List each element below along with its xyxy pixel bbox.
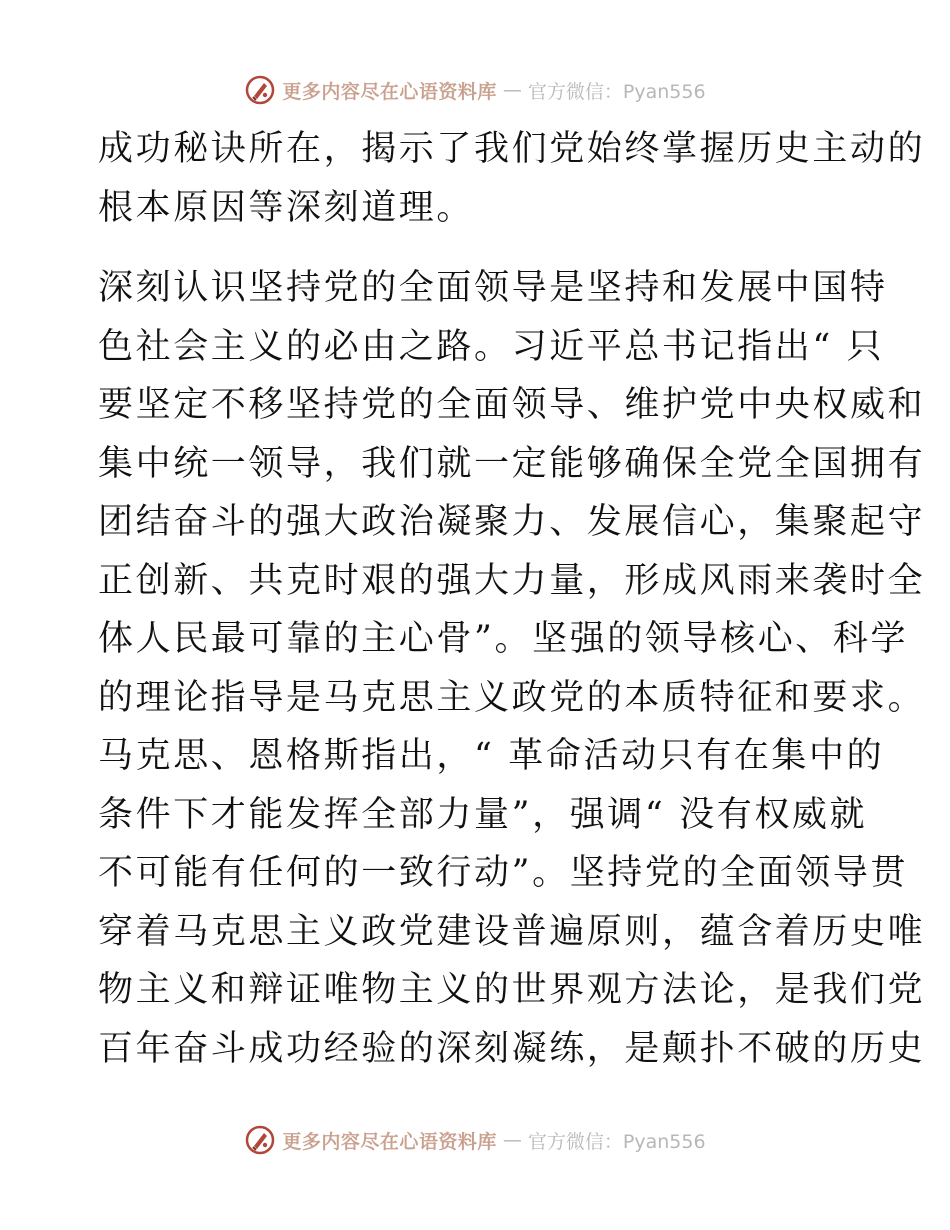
watermark-brand-text: 更多内容尽在心语资料库 (282, 80, 497, 103)
text-line: 根本原因等深刻道理。 (98, 187, 475, 228)
text-line: 穿着马克思主义政党建设普遍原则，蕴含着历史唯 (98, 911, 926, 952)
paragraph-1 (98, 120, 926, 237)
pen-seal-logo-icon (244, 74, 276, 106)
paragraph-gap (98, 237, 854, 259)
watermark-wechat-text: 官方微信：Pyan556 (527, 80, 706, 103)
watermark-brand-text: 更多内容尽在心语资料库 (282, 1130, 497, 1153)
watermark-separator: — (502, 79, 522, 101)
footer-watermark (0, 1120, 950, 1160)
document-body (98, 120, 926, 1078)
watermark-wechat-text: 官方微信：Pyan556 (527, 1130, 706, 1153)
text-line: 体人民最可靠的主心骨”。坚强的领导核心、科学 (98, 619, 909, 659)
text-line: 的理论指导是马克思主义政党的本质特征和要求。 (98, 677, 926, 718)
watermark-separator: — (502, 1129, 522, 1151)
text-line: 马克思、恩格斯指出，“ 革命活动只有在集中的 (98, 736, 885, 776)
text-line: 色社会主义的必由之路。习近平总书记指出“ 只 (98, 326, 885, 367)
text-line: 正创新、共克时艰的强大力量，形成风雨来袭时全 (98, 560, 926, 601)
header-watermark (0, 70, 950, 110)
pen-seal-logo-icon (244, 1124, 276, 1156)
text-line: 百年奋斗成功经验的深刻凝练，是颠扑不破的历史 (98, 1028, 926, 1069)
paragraph-2 (98, 259, 926, 1078)
text-line: 团结奋斗的强大政治凝聚力、发展信心，集聚起守 (98, 502, 926, 542)
text-line: 条件下才能发挥全部力量”，强调“ 没有权威就 (98, 794, 868, 835)
text-line: 深刻认识坚持党的全面领导是坚持和发展中国特 (98, 268, 888, 308)
text-line: 不可能有任何的一致行动”。坚持党的全面领导贯 (98, 853, 909, 893)
text-line: 要坚定不移坚持党的全面领导、维护党中央权威和 (98, 385, 926, 425)
text-line: 成功秘诀所在，揭示了我们党始终掌握历史主动的 (98, 129, 926, 169)
text-line: 物主义和辩证唯物主义的世界观方法论，是我们党 (98, 970, 926, 1010)
text-line: 集中统一领导，我们就一定能够确保全党全国拥有 (98, 443, 926, 484)
